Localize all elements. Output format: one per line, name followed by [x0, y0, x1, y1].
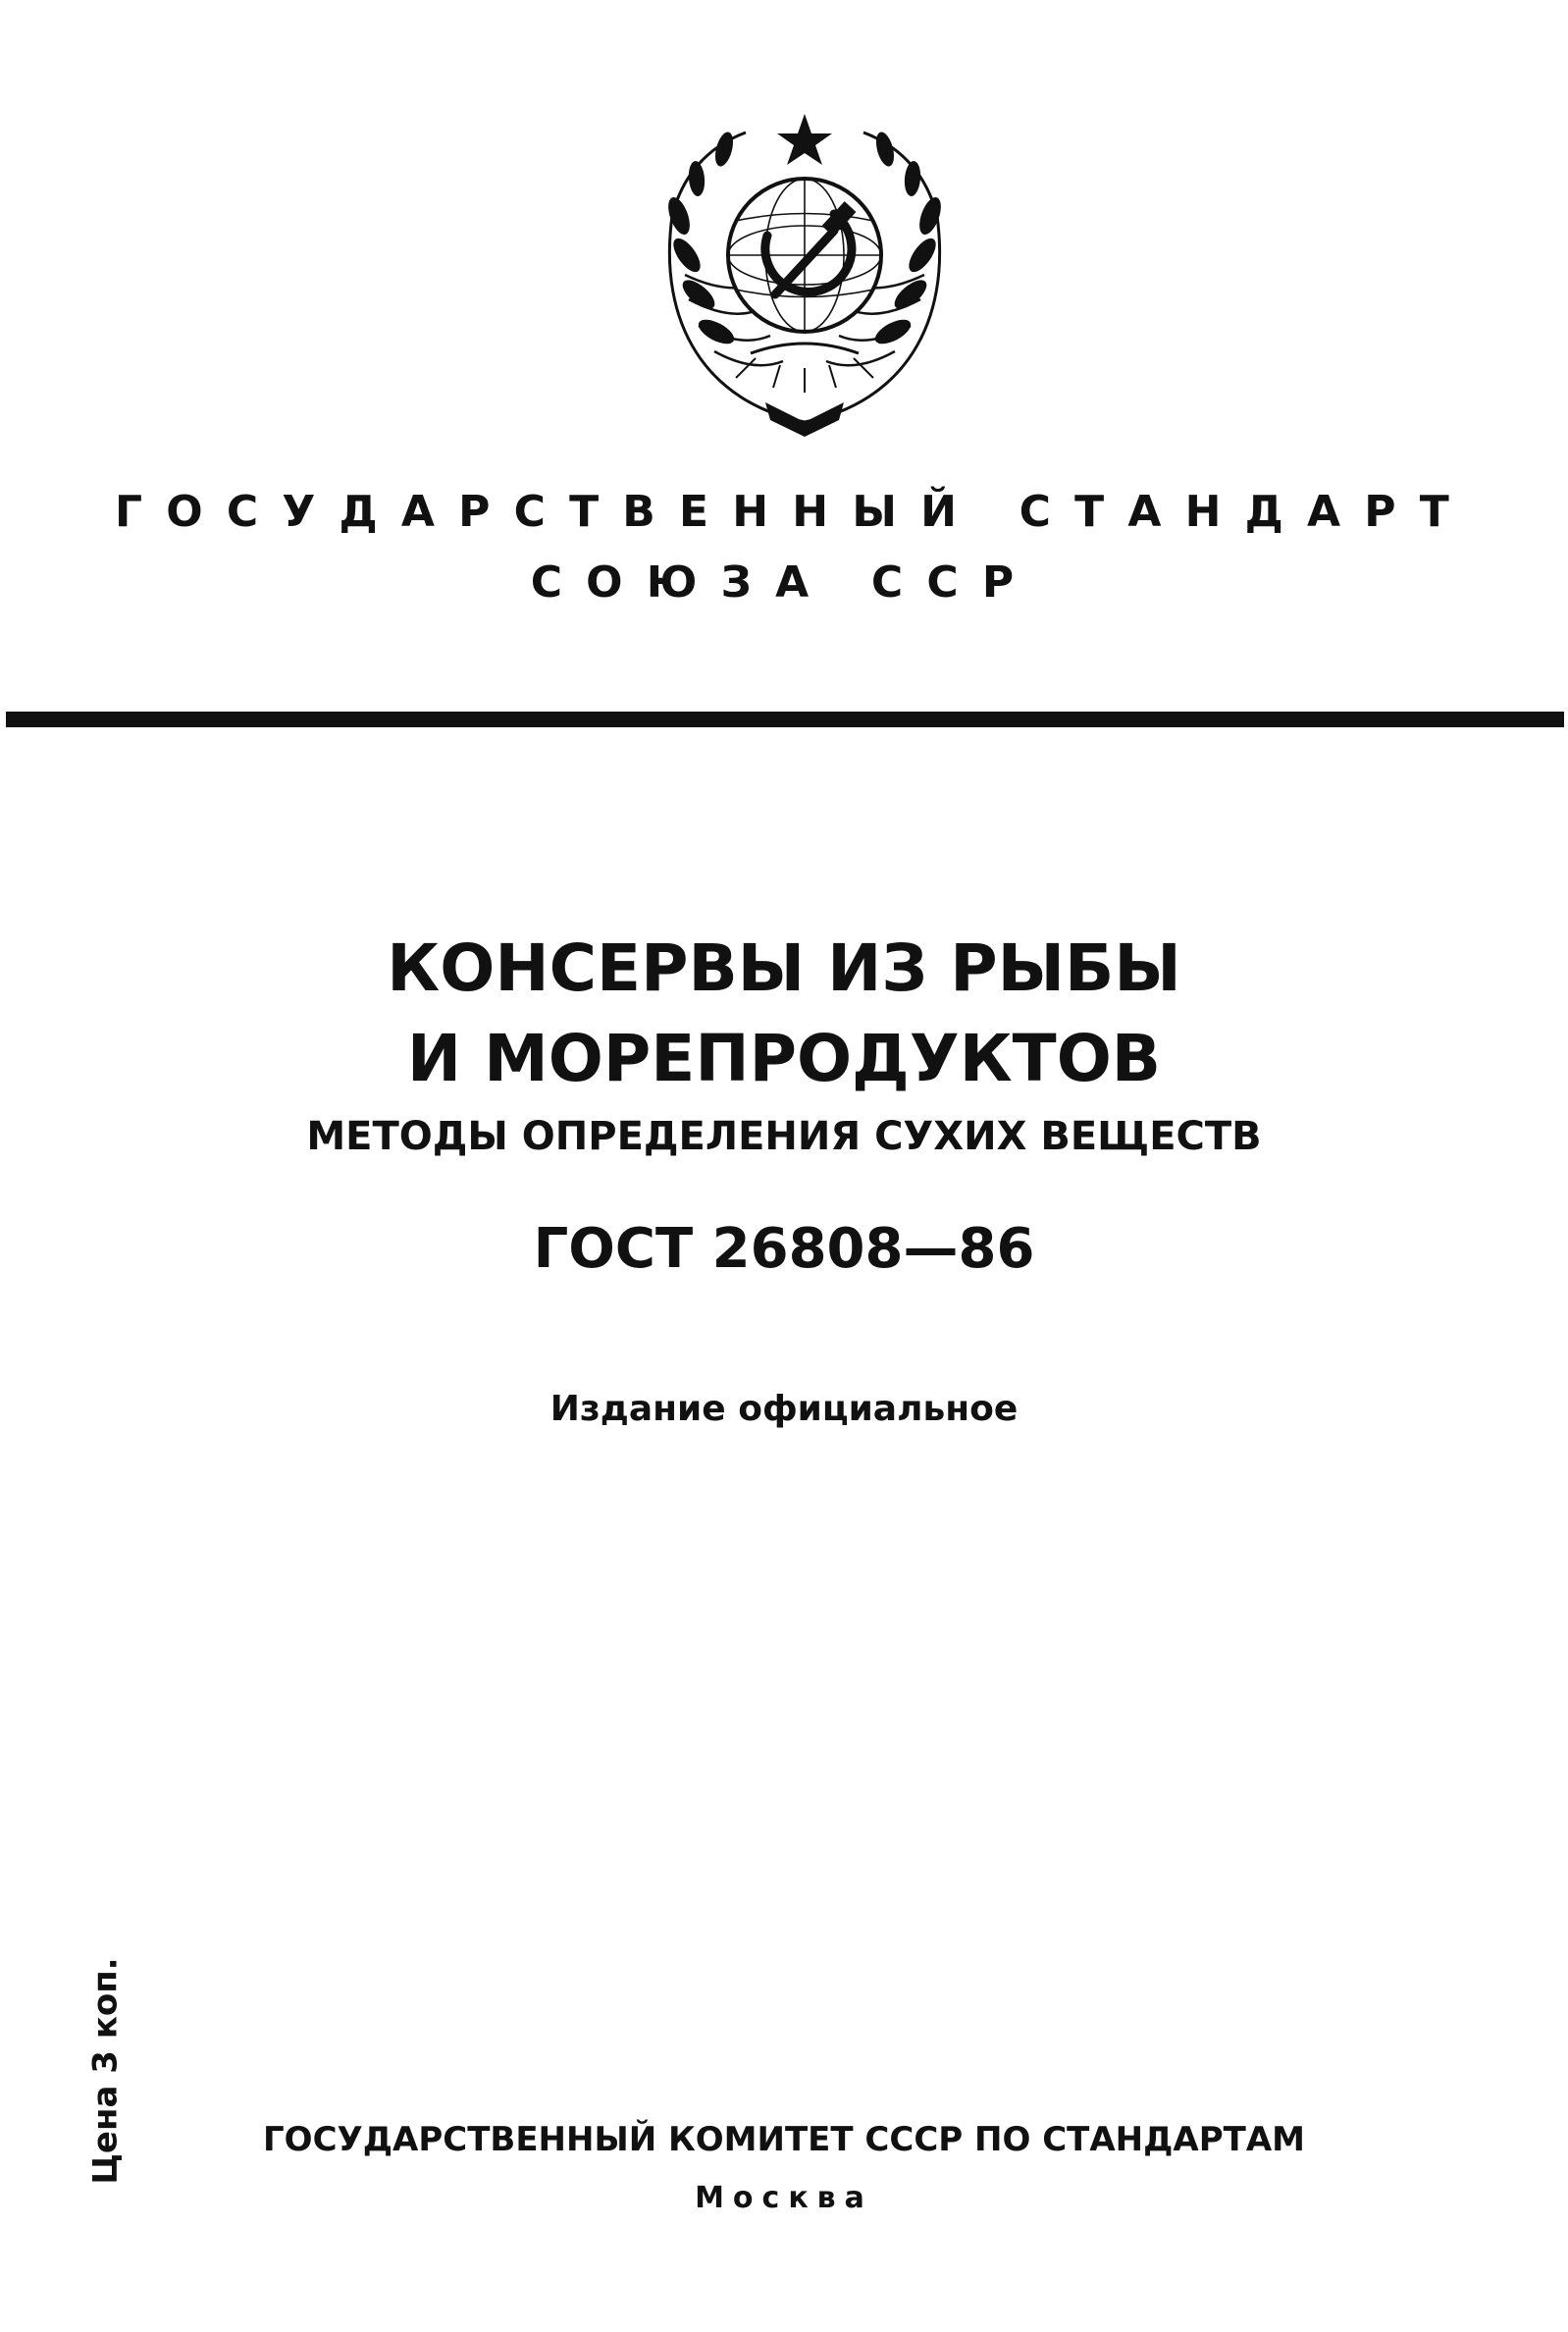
document-title-line1: КОНСЕРВЫ ИЗ РЫБЫ: [387, 930, 1181, 1006]
price-label: Цена 3 коп.: [86, 1957, 126, 2185]
ussr-emblem: [638, 108, 971, 451]
publisher-name: ГОСУДАРСТВЕННЫЙ КОМИТЕТ СССР ПО СТАНДАРТАМ: [263, 2120, 1305, 2159]
publisher-city: Москва: [695, 2181, 873, 2215]
header-standard-line: ГОСУДАРСТВЕННЫЙ СТАНДАРТ: [115, 487, 1473, 537]
standard-code: ГОСТ 26808—86: [533, 1217, 1035, 1281]
header-divider: [6, 712, 1564, 727]
document-title-line2: И МОРЕПРОДУКТОВ: [406, 1021, 1162, 1096]
document-subtitle: МЕТОДЫ ОПРЕДЕЛЕНИЯ СУХИХ ВЕЩЕСТВ: [306, 1114, 1262, 1159]
edition-note: Издание официальное: [549, 1389, 1019, 1429]
header-union-line: СОЮЗА ССР: [530, 557, 1038, 608]
ussr-coat-of-arms-icon: [638, 108, 971, 451]
